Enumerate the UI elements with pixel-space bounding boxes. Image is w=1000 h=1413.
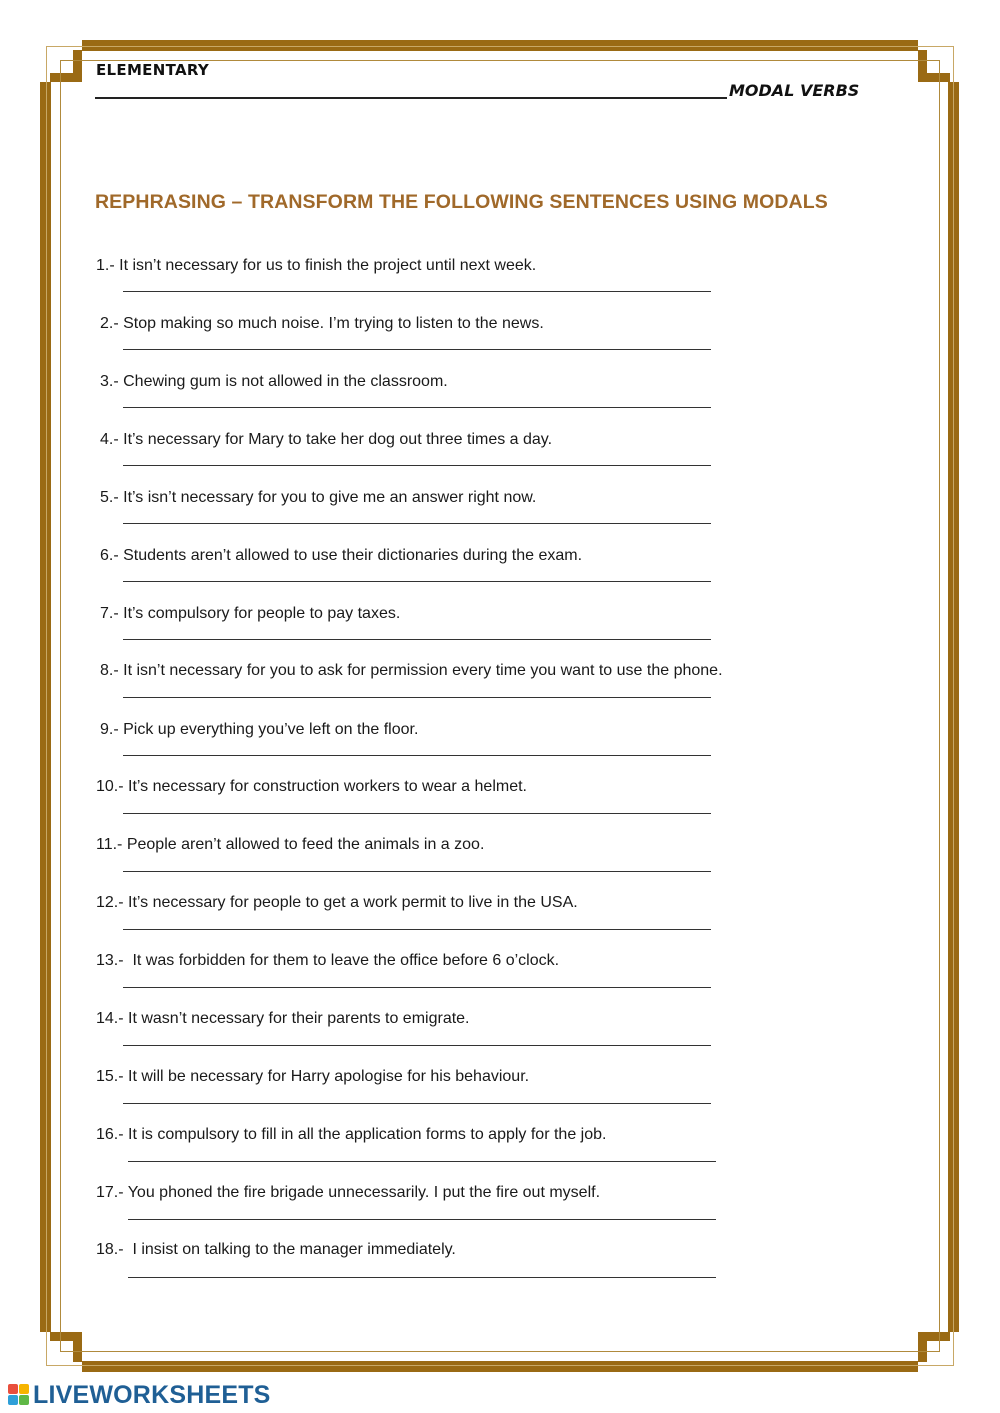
exercise-item: 9.- Pick up everything you’ve left on the floor. xyxy=(100,721,419,738)
exercise-item: 15.- It will be necessary for Harry apologise for his behaviour. xyxy=(96,1068,530,1085)
logo-grid-icon xyxy=(8,1384,30,1406)
answer-line[interactable] xyxy=(123,929,711,930)
exercise-item: 8.- It isn’t necessary for you to ask for permission every time you want to use the phone. xyxy=(100,662,723,679)
exercise-item: 12.- It’s necessary for people to get a work permit to live in the USA. xyxy=(96,894,578,911)
answer-line[interactable] xyxy=(123,639,711,640)
answer-line[interactable] xyxy=(123,291,711,292)
exercise-item: 6.- Students aren’t allowed to use their dictionaries during the exam. xyxy=(100,547,583,564)
exercise-item: 11.- People aren’t allowed to feed the animals in a zoo. xyxy=(96,836,485,853)
answer-line[interactable] xyxy=(123,871,711,872)
answer-line[interactable] xyxy=(123,407,711,408)
exercise-item: 18.- I insist on talking to the manager immediately. xyxy=(96,1241,456,1258)
answer-line[interactable] xyxy=(123,1045,711,1046)
topic-label: MODAL VERBS xyxy=(729,81,860,100)
answer-line[interactable] xyxy=(123,813,711,814)
exercise-item: 4.- It’s necessary for Mary to take her dog out three times a day. xyxy=(100,431,553,448)
liveworksheets-logo[interactable] xyxy=(8,1382,271,1408)
exercise-item: 17.- You phoned the fire brigade unnecessarily. I put the fire out myself. xyxy=(96,1184,601,1201)
answer-line[interactable] xyxy=(128,1277,716,1278)
exercise-item: 1.- It isn’t necessary for us to finish the project until next week. xyxy=(96,257,537,274)
exercise-item: 2.- Stop making so much noise. I’m trying to listen to the news. xyxy=(100,315,544,332)
worksheet-title: REPHRASING – TRANSFORM THE FOLLOWING SENTENCES USING MODALS xyxy=(95,191,828,213)
answer-line[interactable] xyxy=(123,987,711,988)
exercise-item: 14.- It wasn’t necessary for their parents to emigrate. xyxy=(96,1010,470,1027)
answer-line[interactable] xyxy=(123,465,711,466)
answer-line[interactable] xyxy=(123,581,711,582)
logo-text: LIVEWORKSHEETS xyxy=(33,1380,271,1409)
answer-line[interactable] xyxy=(123,349,711,350)
answer-line[interactable] xyxy=(123,523,711,524)
level-label: ELEMENTARY xyxy=(96,61,210,79)
answer-line[interactable] xyxy=(123,755,711,756)
exercise-item: 16.- It is compulsory to fill in all the application forms to apply for the job. xyxy=(96,1126,607,1143)
frame-outer-line xyxy=(46,46,954,1366)
answer-line[interactable] xyxy=(128,1219,716,1220)
answer-line[interactable] xyxy=(123,697,711,698)
exercise-item: 5.- It’s isn’t necessary for you to give me an answer right now. xyxy=(100,489,537,506)
exercise-item: 7.- It’s compulsory for people to pay taxes. xyxy=(100,605,401,622)
answer-line[interactable] xyxy=(128,1161,716,1162)
exercise-item: 13.- It was forbidden for them to leave the office before 6 o’clock. xyxy=(96,952,560,969)
header-rule xyxy=(95,97,727,99)
answer-line[interactable] xyxy=(123,1103,711,1104)
exercise-item: 10.- It’s necessary for construction workers to wear a helmet. xyxy=(96,778,527,795)
exercise-item: 3.- Chewing gum is not allowed in the classroom. xyxy=(100,373,448,390)
